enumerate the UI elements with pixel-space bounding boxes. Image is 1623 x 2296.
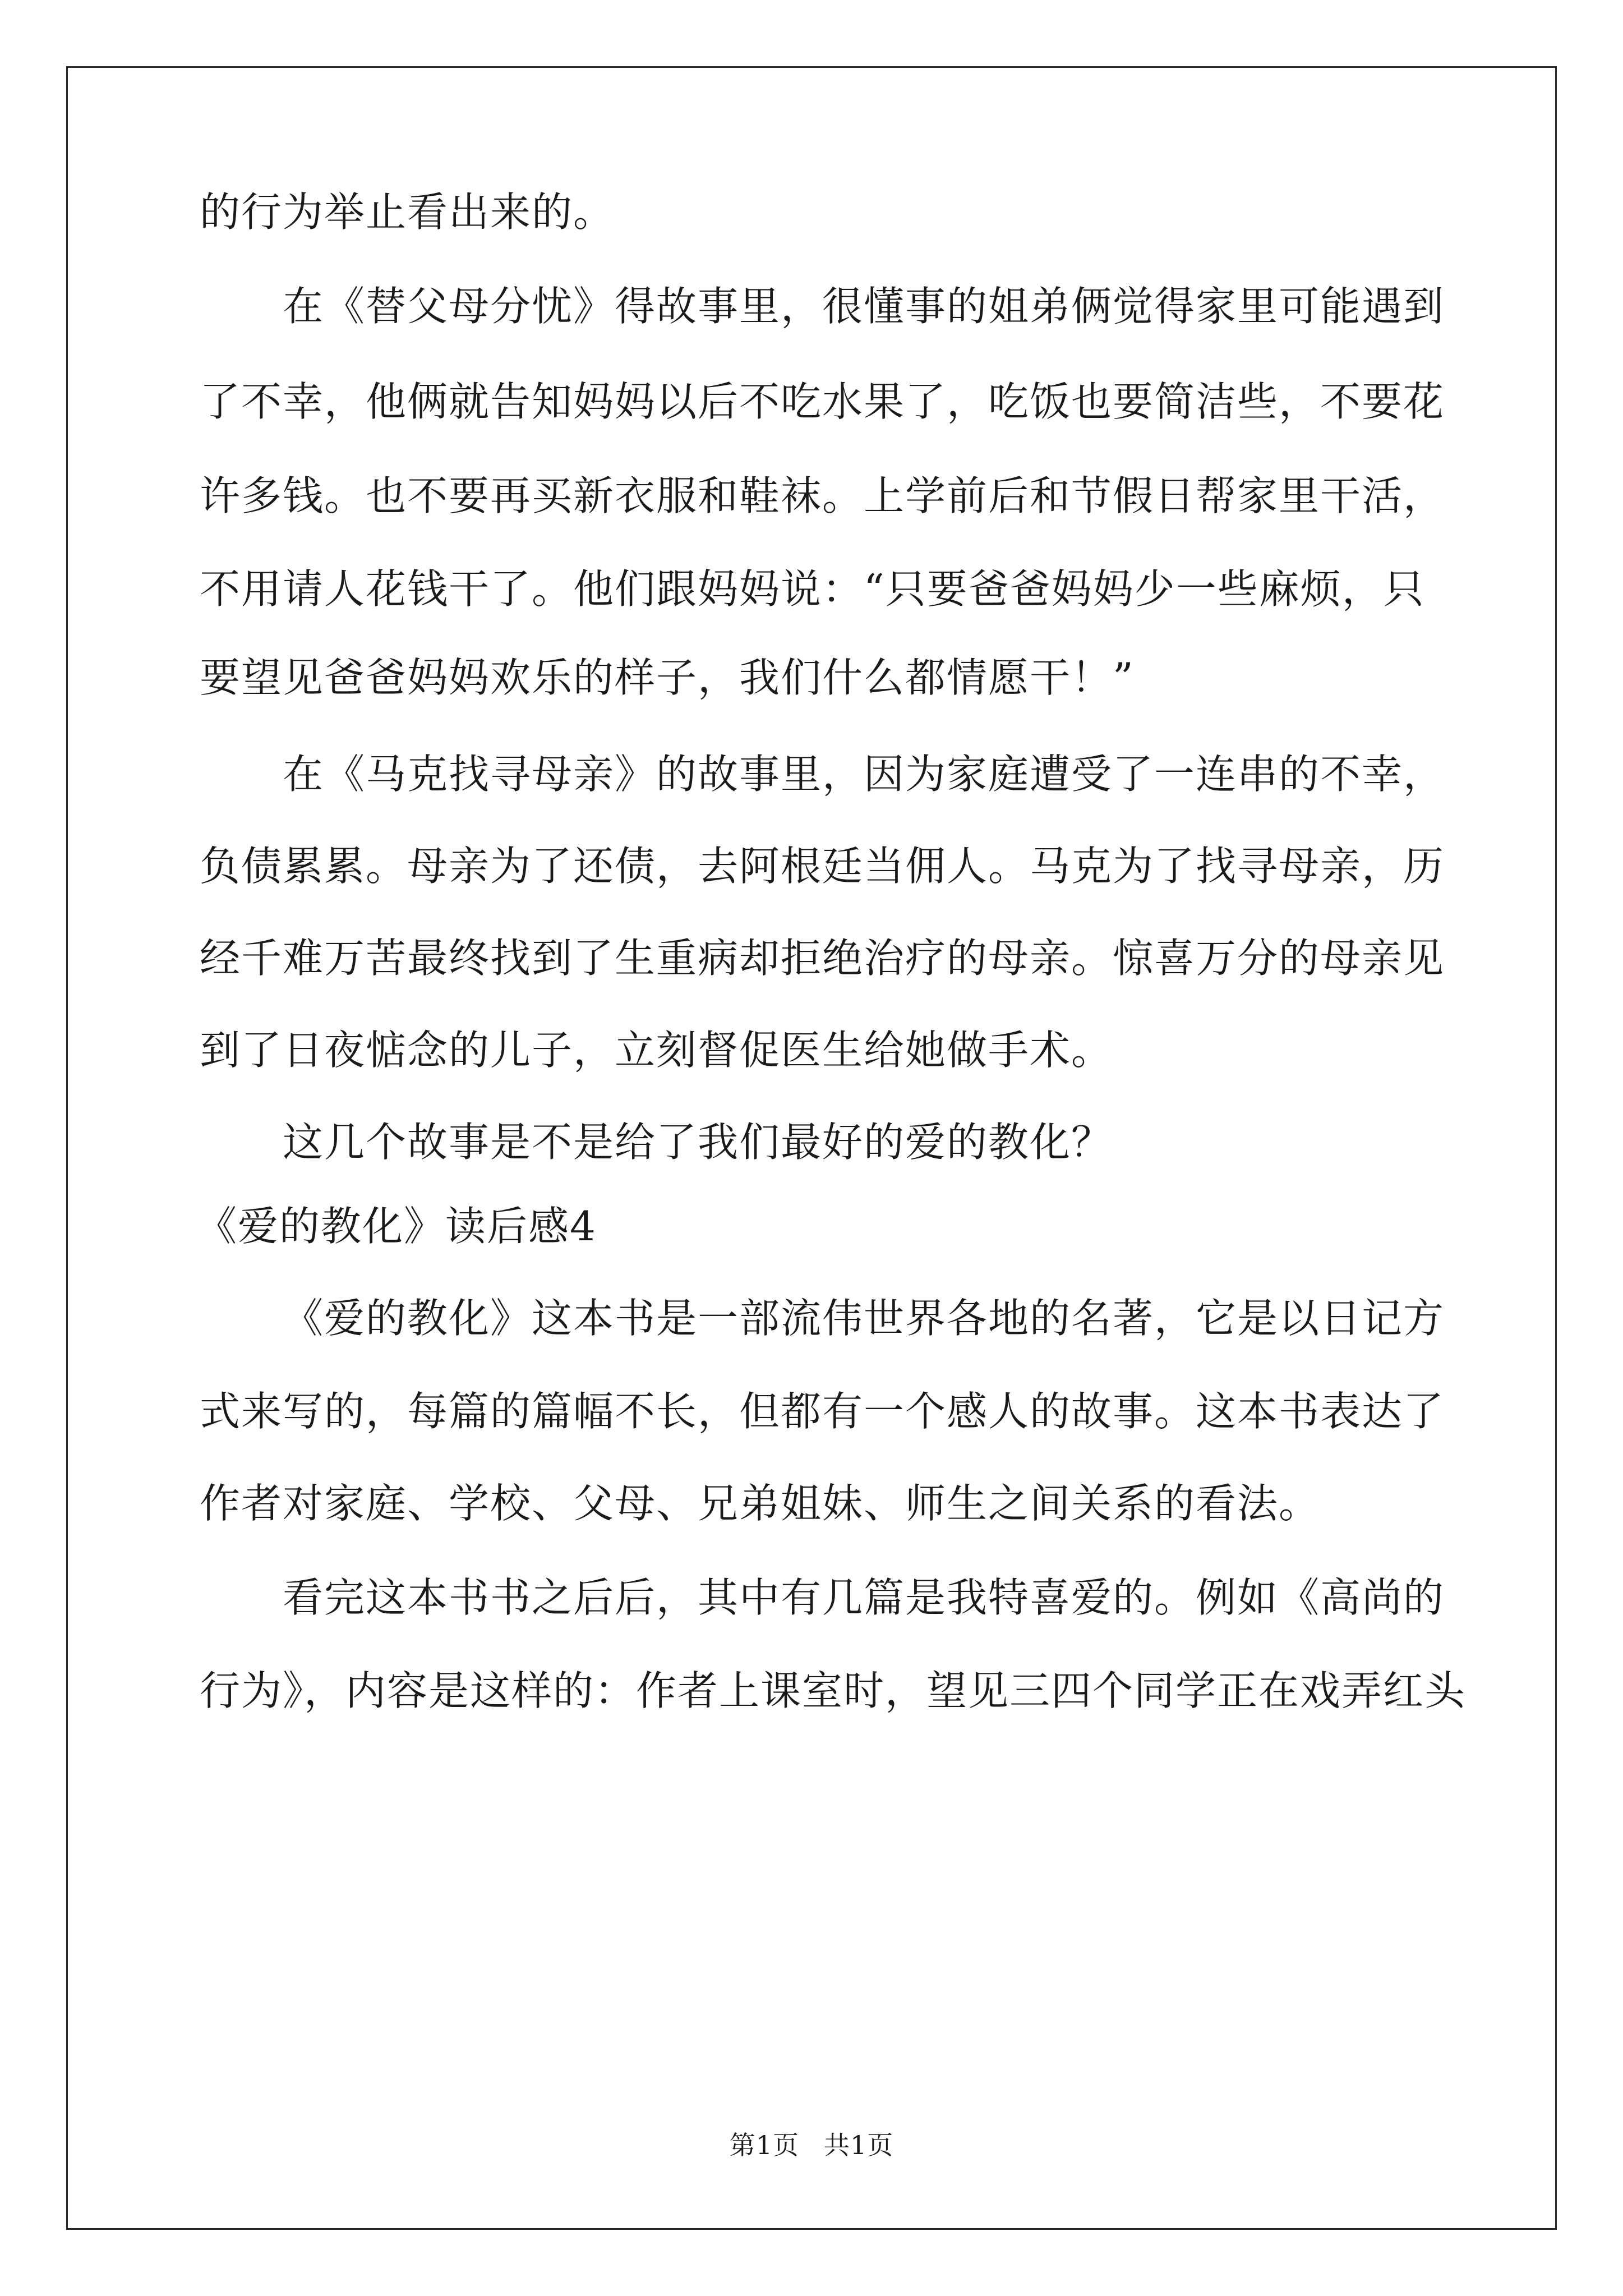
- paragraph-line: 的行为举止看出来的。: [200, 188, 615, 236]
- paragraph-line: 到了日夜惦念的儿子，立刻督促医生给她做手术。: [200, 1027, 1113, 1074]
- paragraph-line: 经千难万苦最终找到了生重病却拒绝治疗的母亲。惊喜万分的母亲见: [200, 935, 1445, 982]
- section-heading: 《爱的教化》读后感4: [196, 1203, 597, 1250]
- paragraph-line: 这几个故事是不是给了我们最好的爱的教化？: [283, 1119, 1113, 1166]
- paragraph-line: 作者对家庭、学校、父母、兄弟姐妹、师生之间关系的看法。: [200, 1480, 1321, 1527]
- page-total: 共1页: [824, 2130, 894, 2160]
- paragraph-line: 在《马克找寻母亲》的故事里，因为家庭遭受了一连串的不幸，: [283, 751, 1445, 798]
- paragraph-line: 许多钱。也不要再买新衣服和鞋袜。上学前后和节假日帮家里干活，: [200, 472, 1445, 519]
- paragraph-line: 不用请人花钱干了。他们跟妈妈说：“只要爸爸妈妈少一些麻烦，只: [200, 565, 1425, 613]
- page-number: 第1页: [729, 2130, 799, 2160]
- paragraph-line: 在《替父母分忧》得故事里，很懂事的姐弟俩觉得家里可能遇到: [283, 283, 1445, 330]
- paragraph-line: 负债累累。母亲为了还债，去阿根廷当佣人。马克为了找寻母亲，历: [200, 843, 1445, 890]
- paragraph-line: 式来写的，每篇的篇幅不长，但都有一个感人的故事。这本书表达了: [200, 1388, 1445, 1435]
- paragraph-line: 《爱的教化》这本书是一部流伟世界各地的名著，它是以日记方: [283, 1295, 1445, 1342]
- paragraph-line: 要望见爸爸妈妈欢乐的样子，我们什么都情愿干！”: [200, 654, 1135, 701]
- paragraph-line: 行为》，内容是这样的：作者上课室时，望见三四个同学正在戏弄红头: [200, 1667, 1467, 1714]
- paragraph-line: 了不幸，他俩就告知妈妈以后不吃水果了，吃饭也要简洁些，不要花: [200, 378, 1445, 425]
- page-footer: [0, 2128, 1623, 2162]
- paragraph-line: 看完这本书书之后后，其中有几篇是我特喜爱的。例如《高尚的: [283, 1574, 1445, 1621]
